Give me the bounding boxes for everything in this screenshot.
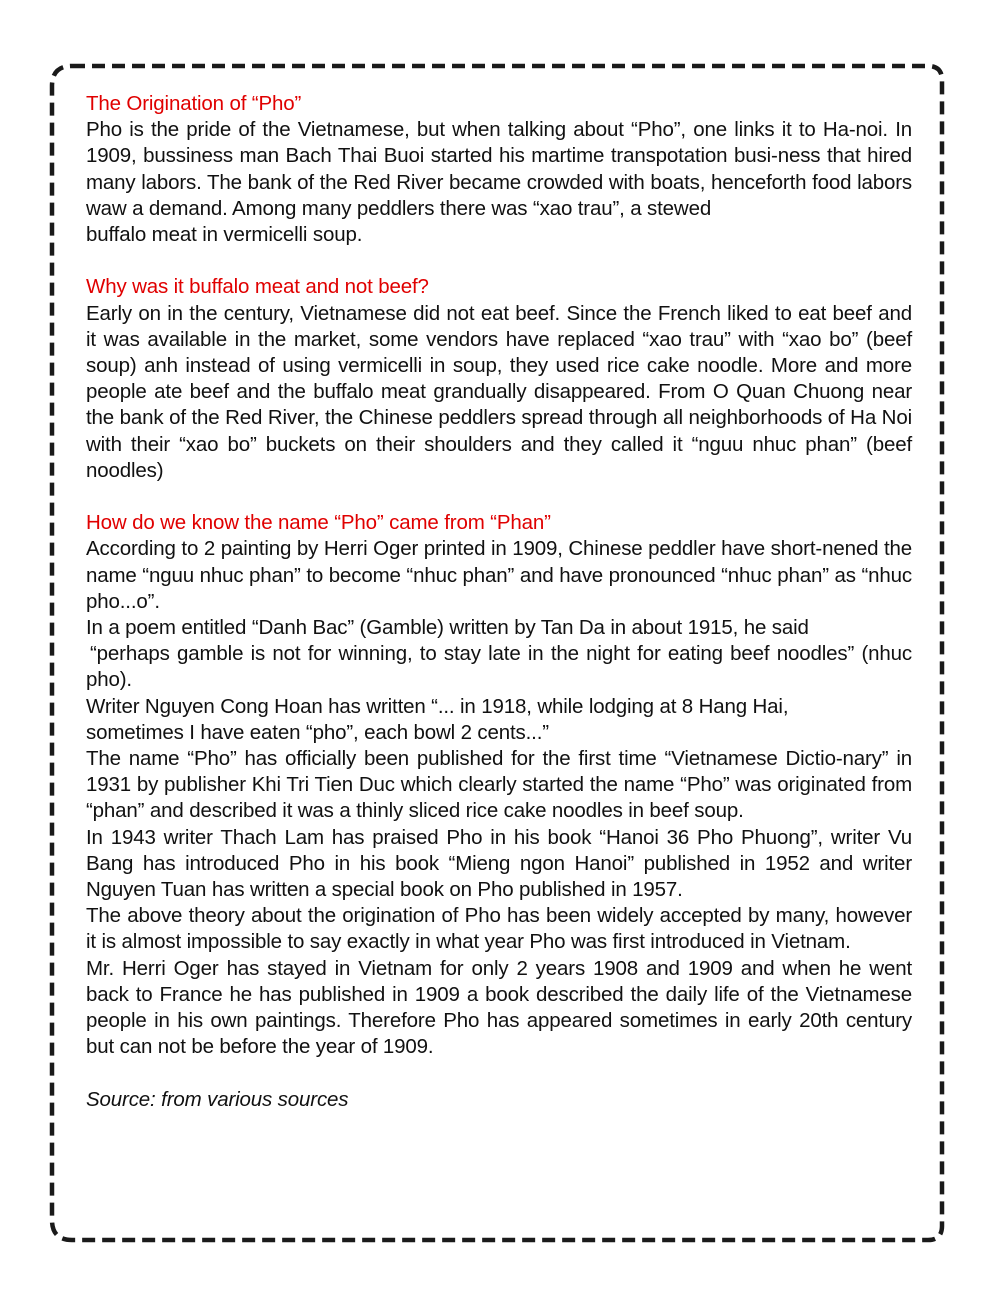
paragraph: In a poem entitled “Danh Bac” (Gamble) written by Tan Da in about 1915, he said	[86, 616, 809, 640]
paragraph: Writer Nguyen Cong Hoan has written “... in 1918, while lodging at 8 Hang Hai,	[86, 694, 789, 718]
section-origination	[86, 91, 912, 248]
source-note: Source: from various sources	[86, 1087, 349, 1111]
paragraph: Early on in the century, Vietnamese did not eat beef. Since the French liked to eat beef and it was available in the market, some vendors have replaced “xao trau” with “xao bo” (beef soup) anh instead of using vermicelli in soup, they used rice cake noodle. More and more people ate beef and the buffalo meat grandually disappeared. From O Quan Chuong near the bank of the Red River, the Chinese peddlers spread through all neighborhoods of Ha Noi with their “xao bo” buckets on their shoulders and they called it “nguu nhuc phan” (beef noodles)	[86, 301, 912, 482]
paragraph: In 1943 writer Thach Lam has praised Pho in his book “Hanoi 36 Pho Phuong”, writer Vu Bang has introduced Pho in his book “Mieng ngon Hanoi” published in 1952 and writer Nguyen Tuan has written a special book on Pho published in 1957.	[86, 825, 912, 902]
paragraph: The above theory about the origination of Pho has been widely accepted by many, however it is almost impossible to say exactly in what year Pho was first introduced in Vietnam.	[86, 904, 912, 954]
paragraph: Pho is the pride of the Vietnamese, but when talking about “Pho”, one links it to Ha-noi. In 1909, bussiness man Bach Thai Buoi started his martime transpotation busi-ness that hired many labors. The bank of the Red River became crowded with boats, henceforth food labors waw a demand. Among many peddlers there was “xao trau”, a stewed	[86, 118, 912, 220]
paragraph: Mr. Herri Oger has stayed in Vietnam for only 2 years 1908 and 1909 and when he went back to France he has published in 1909 a book described the daily life of the Vietnamese people in his own paintings. Therefore Pho has appeared sometimes in early 20th century but can not be before the year of 1909.	[86, 956, 912, 1059]
section-buffalo-meat	[86, 274, 912, 484]
paragraph: According to 2 painting by Herri Oger printed in 1909, Chinese peddler have short-nened the name “nguu nhuc phan” to become “nhuc phan” and have pronounced “nhuc phan” as “nhuc pho...o”.	[86, 537, 912, 613]
section-heading: Why was it buffalo meat and not beef?	[86, 275, 429, 299]
paragraph: “perhaps gamble is not for winning, to stay late in the night for eating beef noodles” (nhuc pho).	[86, 642, 912, 692]
paragraph: sometimes I have eaten “pho”, each bowl 2 cents...”	[86, 720, 549, 744]
paragraph: The name “Pho” has officially been published for the first time “Vietnamese Dictio-nary” in 1931 by publisher Khi Tri Tien Duc which clearly started the name “Pho” was originated from “phan” and described it was a thinly sliced rice cake noodles in beef soup.	[86, 747, 912, 823]
article-body	[86, 91, 912, 1113]
section-heading: How do we know the name “Pho” came from “Phan”	[86, 511, 551, 535]
section-name-origin	[86, 510, 912, 1060]
paragraph: buffalo meat in vermicelli soup.	[86, 223, 363, 247]
section-heading: The Origination of “Pho”	[86, 92, 302, 115]
